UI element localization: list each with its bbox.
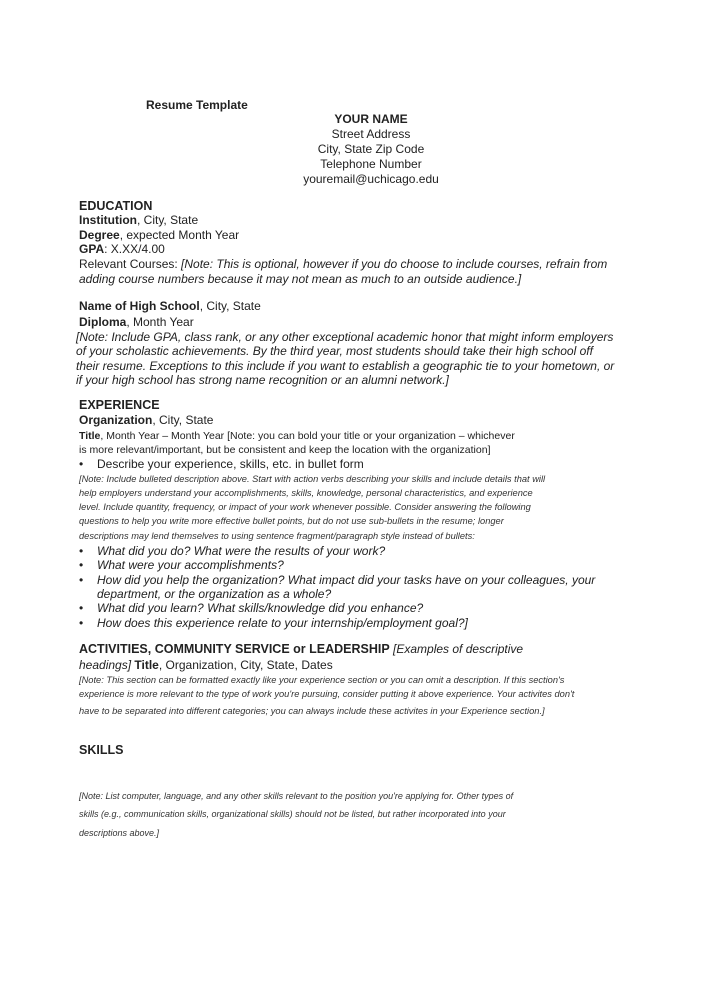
diploma-label: Diploma bbox=[79, 315, 127, 329]
diploma-line bbox=[79, 315, 194, 330]
activities-heading-line bbox=[79, 642, 523, 657]
title-rest: , Month Year – Month Year [Note: you can bold your title or your organization – whichever bbox=[100, 430, 515, 442]
header-email: youremail@uchicago.edu bbox=[303, 172, 439, 186]
experience-note-line: help employers understand your accomplishments, skills, knowledge, personal characteristics, and experience bbox=[79, 488, 533, 498]
experience-note-line: [Note: Include bulleted description above. Start with action verbs describing your skills and include details that will bbox=[79, 474, 546, 484]
organization-rest: , City, State bbox=[152, 413, 214, 427]
education-heading: EDUCATION bbox=[79, 199, 153, 213]
question-item: How does this experience relate to your internship/employment goal?] bbox=[97, 616, 468, 630]
organization-line bbox=[79, 413, 213, 428]
experience-note-line: level. Include quantity, frequency, or impact of your work whenever possible. Consider answering the following bbox=[79, 502, 531, 512]
header-phone: Telephone Number bbox=[320, 157, 422, 171]
experience-note-line: descriptions may lend themselves to using sentence fragment/paragraph style instead of bullets: bbox=[79, 531, 475, 541]
degree-line bbox=[79, 228, 239, 243]
bullet-icon: • bbox=[79, 558, 84, 572]
question-item: How did you help the organization? What impact did your tasks have on your colleagues, your bbox=[97, 573, 596, 587]
institution-label: Institution bbox=[79, 213, 137, 227]
hs-note-line: [Note: Include GPA, class rank, or any other exceptional academic honor that might inform employers bbox=[76, 330, 614, 344]
skills-note-line: [Note: List computer, language, and any other skills relevant to the position you're applying for. Other types of bbox=[79, 791, 514, 801]
activities-heading-note: [Examples of descriptive bbox=[389, 642, 524, 656]
header-name: YOUR NAME bbox=[334, 112, 408, 126]
gpa-rest: : X.XX/4.00 bbox=[104, 242, 165, 256]
activities-title-line bbox=[79, 658, 333, 673]
skills-note-line: skills (e.g., communication skills, organizational skills) should not be listed, but rather incorporated into your bbox=[79, 809, 506, 819]
courses-line bbox=[79, 257, 607, 272]
experience-note-line: questions to help you write more effective bullet points, but do not use sub-bullets in the resume; longer bbox=[79, 516, 504, 526]
header-street: Street Address bbox=[331, 127, 411, 141]
activities-heading-note-2: headings] bbox=[79, 658, 132, 672]
hs-name: Name of High School bbox=[79, 299, 200, 313]
activities-title-label: Title bbox=[134, 658, 159, 672]
bullet-describe: Describe your experience, skills, etc. in bullet form bbox=[97, 457, 364, 471]
courses-note-1: [Note: This is optional, however if you do choose to include courses, refrain from bbox=[181, 257, 608, 271]
organization-label: Organization bbox=[79, 413, 153, 427]
skills-heading: SKILLS bbox=[79, 743, 124, 757]
hs-line bbox=[79, 299, 261, 314]
bullet-icon: • bbox=[79, 573, 84, 587]
hs-note-line: if your high school has strong name recognition or an alumni network.] bbox=[76, 373, 449, 387]
degree-label: Degree bbox=[79, 228, 120, 242]
courses-note-2: adding course numbers because it may not mean as much to an outside audience.] bbox=[79, 272, 522, 286]
diploma-rest: , Month Year bbox=[126, 315, 194, 329]
title-line bbox=[79, 429, 515, 444]
activities-title-rest: , Organization, City, State, Dates bbox=[158, 658, 333, 672]
hs-rest: , City, State bbox=[199, 299, 261, 313]
activities-note-line: have to be separated into different categories; you can always include these activites in your Experience section.] bbox=[79, 706, 545, 716]
institution-line bbox=[79, 213, 198, 228]
title-label: Title bbox=[79, 430, 101, 442]
courses-label: Relevant Courses: bbox=[79, 257, 182, 271]
experience-heading: EXPERIENCE bbox=[79, 398, 160, 412]
question-item-cont: department, or the organization as a whole? bbox=[97, 587, 332, 601]
bullet-icon: • bbox=[79, 616, 84, 630]
hs-note-line: of your scholastic achievements. By the third year, most students should take their high school off bbox=[76, 344, 593, 358]
activities-heading: ACTIVITIES, COMMUNITY SERVICE or LEADERSHIP bbox=[79, 642, 390, 656]
bullet-icon: • bbox=[79, 457, 84, 471]
degree-rest: , expected Month Year bbox=[119, 228, 240, 242]
question-item: What were your accomplishments? bbox=[97, 558, 284, 572]
gpa-line bbox=[79, 242, 165, 257]
question-item: What did you learn? What skills/knowledge did you enhance? bbox=[97, 601, 424, 615]
gpa-label: GPA bbox=[79, 242, 105, 256]
skills-note-line: descriptions above.] bbox=[79, 828, 160, 838]
question-item: What did you do? What were the results of your work? bbox=[97, 544, 386, 558]
title-line-2: is more relevant/important, but be consistent and keep the location with the organization] bbox=[79, 444, 491, 456]
bullet-icon: • bbox=[79, 601, 84, 615]
doc-label: Resume Template bbox=[146, 98, 248, 112]
bullet-icon: • bbox=[79, 544, 84, 558]
header-city: City, State Zip Code bbox=[317, 142, 425, 156]
institution-rest: , City, State bbox=[136, 213, 199, 227]
activities-note-line: experience is more relevant to the type of work you're pursuing, consider putting it above experience. Your activites don't bbox=[79, 689, 575, 699]
activities-note-line: [Note: This section can be formatted exactly like your experience section or you can omit a description. If this section's bbox=[79, 675, 565, 685]
hs-note-line: their resume. Exceptions to this include if you want to establish a geographic tie to your hometown, or bbox=[76, 359, 615, 373]
